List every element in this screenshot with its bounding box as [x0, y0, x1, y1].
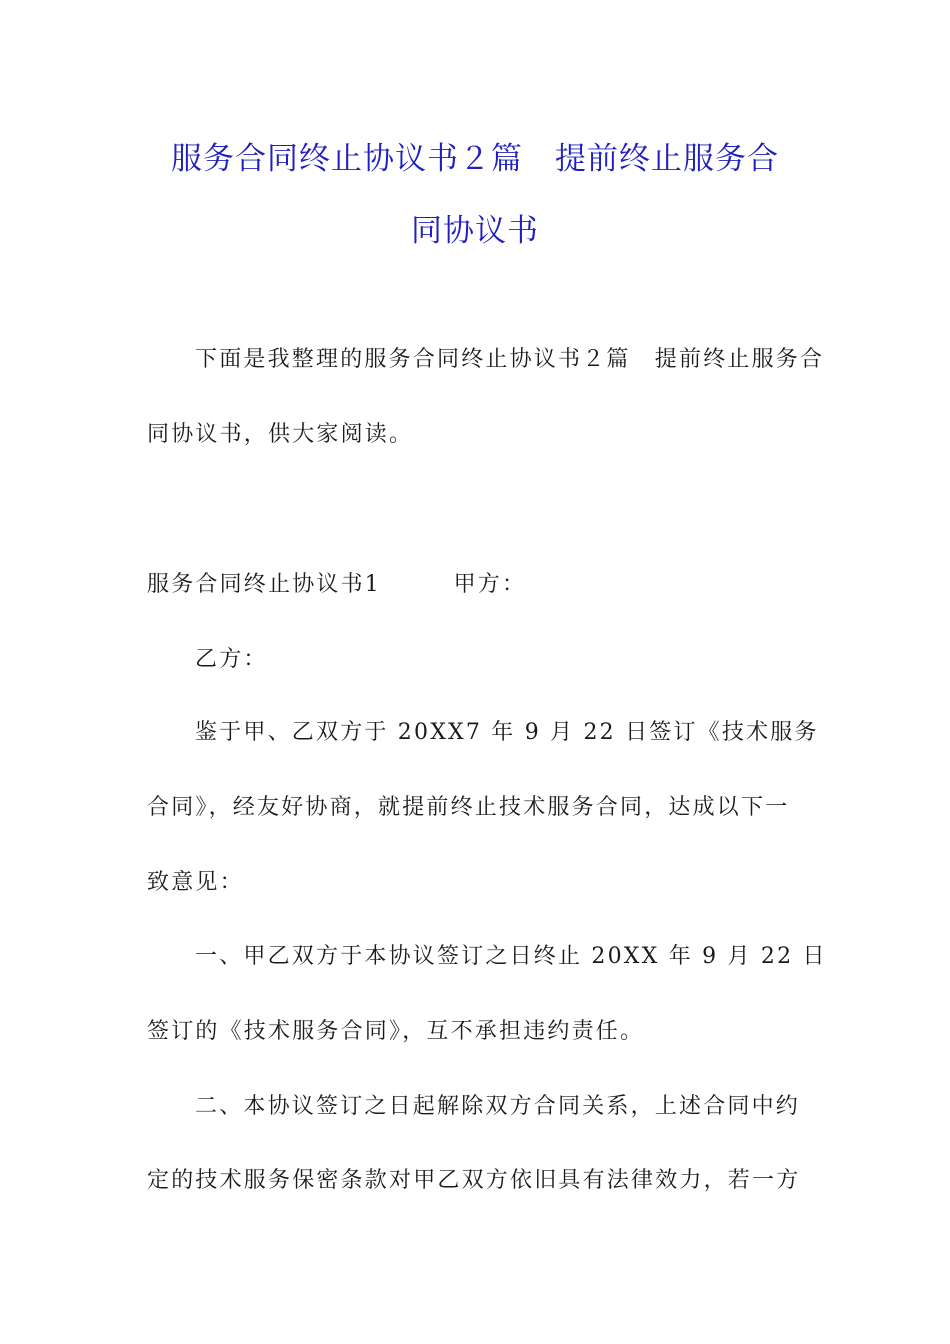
paragraph-2-line-2: 签订的《技术服务合同》，互不承担违约责任。 — [147, 1019, 645, 1044]
paragraph-1-line-3: 致意见： — [147, 870, 244, 895]
paragraph-3-line-1: 二、本协议签订之日起解除双方合同关系，上述合同中约 — [195, 1094, 801, 1119]
paragraph-1-line-2: 合同》，经友好协商，就提前终止技术服务合同，达成以下一 — [147, 795, 790, 820]
paragraph-3-line-2: 定的技术服务保密条款对甲乙双方依旧具有法律效力，若一方 — [147, 1168, 801, 1193]
intro-line-1: 下面是我整理的服务合同终止协议书２篇 提前终止服务合 — [195, 347, 825, 372]
paragraph-2-line-1: 一、甲乙双方于本协议签订之日终止 20XX 年 9 月 22 日 — [195, 944, 827, 969]
paragraph-1-line-1: 鉴于甲、乙双方于 20XX7 年 9 月 22 日签订《技术服务 — [195, 720, 819, 745]
document-title-line-2: 同协议书 — [411, 213, 539, 249]
document-title-line-1: 服务合同终止协议书２篇 提前终止服务合 — [171, 141, 779, 177]
section-heading: 服务合同终止协议书1 甲方： — [147, 572, 527, 597]
intro-line-2: 同协议书，供大家阅读。 — [147, 422, 414, 447]
party-b-label: 乙方： — [195, 647, 268, 672]
